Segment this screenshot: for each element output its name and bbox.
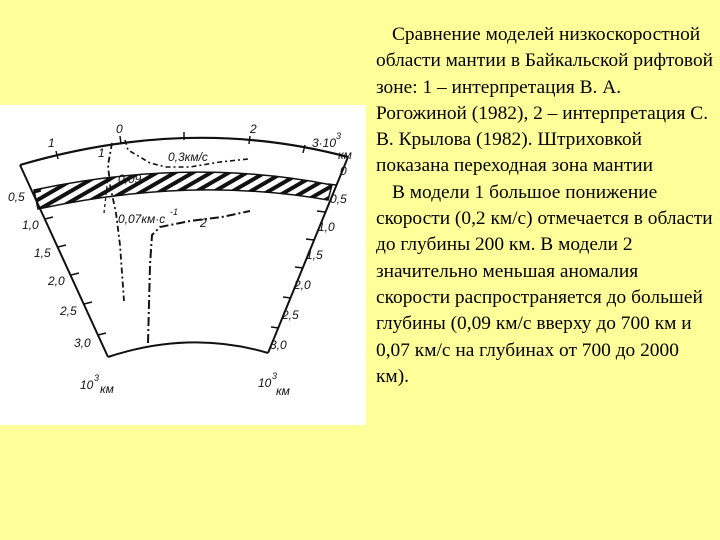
- left-tick-label: 1,0: [22, 218, 39, 232]
- right-tick-label: 3,0: [270, 338, 287, 352]
- right-tick-label: 1,0: [318, 220, 335, 234]
- bottom-left-unit: км: [100, 382, 114, 396]
- scale-top-unit: км: [338, 148, 352, 162]
- scale-top: 3·10: [312, 136, 337, 150]
- annotation-007: 0,07км·с: [118, 212, 166, 226]
- top-label-1: 1: [48, 136, 55, 150]
- marker-2: 2: [200, 216, 207, 230]
- annotation-009: 0,09: [118, 172, 142, 186]
- annotation-03: 0,3км/с: [168, 150, 208, 164]
- left-tick-label: 2,0: [48, 274, 65, 288]
- description-text: [376, 22, 716, 390]
- bottom-right-exp: 3: [272, 371, 278, 381]
- model-2-curve: [148, 211, 250, 343]
- left-tick-label: 1,5: [34, 246, 51, 260]
- figure-panel: [0, 105, 366, 425]
- right-tick-label: 1,5: [306, 248, 323, 262]
- bottom-left-scale: 10: [80, 378, 94, 392]
- scale-top-exp: 3: [336, 131, 342, 141]
- annotation-007-exp: -1: [170, 207, 179, 217]
- right-tick-label: 2,0: [294, 278, 311, 292]
- bottom-right-scale: 10: [258, 376, 272, 390]
- left-tick-label: 3,0: [74, 336, 91, 350]
- marker-1: 1: [98, 146, 105, 160]
- bottom-left-exp: 3: [94, 373, 100, 383]
- top-label-2: 2: [250, 122, 257, 136]
- left-tick-label: 0,5: [8, 190, 25, 204]
- bottom-arc: [108, 342, 268, 357]
- right-tick-label: 0,5: [330, 192, 347, 206]
- top-label-0: 0: [116, 122, 123, 136]
- mantle-section-diagram: [0, 105, 366, 425]
- left-tick-label: 2,5: [60, 304, 77, 318]
- description-paragraph-2: В модели 1 большое понижение скорости (0,2 км/с) отмечается в области до глубины 200 км. В модели 2 значительно меньшая аномалия скорости распространяется до большей глубины (0,09 км/с вверху до 700 км и 0,07 км/с на глубинах от 700 до 2000 км).: [376, 181, 713, 387]
- description-paragraph-1: Сравнение моделей низкоскоростной области мантии в Байкальской рифтовой зоне: 1 – интерпретация В. А. Рогожиной (1982), 2 – интерпретация С. В. Крылова (1982). Штриховкой показана переходная зона мантии: [376, 24, 714, 177]
- right-tick-marks: [271, 184, 336, 328]
- right-tick-label: 2,5: [282, 308, 299, 322]
- right-tick-label: 0: [340, 164, 347, 178]
- bottom-right-unit: км: [276, 384, 290, 398]
- transition-zone-hatch: [34, 172, 332, 209]
